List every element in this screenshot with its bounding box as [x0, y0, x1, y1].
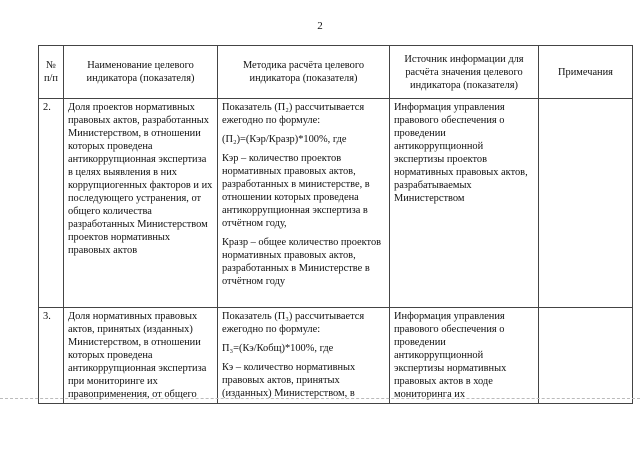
row-method: [218, 99, 390, 308]
row-indicator-name: Доля проектов нормативных правовых актов, разработанных Министерством, в отношении которых проведена антикоррупционная экспертиза в целях выявления в них коррупциогенных факторов и их последующего устранения, от общего количества разработанных Министерством проектов нормативных правовых актов: [64, 99, 218, 308]
row-note: [539, 99, 633, 308]
method-definition: Кэ – количество нормативных правовых актов, принятых (изданных) Министерством, в: [222, 362, 356, 399]
table-row: [39, 308, 633, 404]
row-method: [218, 308, 390, 404]
indicators-table: [38, 45, 633, 404]
table-header-row: [39, 46, 633, 99]
method-definition: Кэр – количество проектов нормативных правовых актов, разработанных в министерстве, в отношении которых проведена антикоррупционная экспертиза в отчётном году,: [222, 153, 370, 229]
row-indicator-name: Доля нормативных правовых актов, принятых (изданных) Министерством, в отношении которых проведена антикоррупционная экспертиза при мониторинге их правоприменения, от общего: [64, 308, 218, 404]
row-num: 3.: [39, 308, 64, 404]
row-source: Информация управления правового обеспечения о проведении антикоррупционной экспертизы нормативных правовых актов в ходе мониторинга их: [390, 308, 539, 404]
method-formula: П₃=(Кэ/Кобщ)*100%, где: [222, 343, 334, 354]
page-number: 2: [317, 20, 323, 32]
method-intro: Показатель (П₃) рассчитывается ежегодно по формуле:: [222, 311, 365, 335]
header-num: № п/п: [39, 46, 64, 99]
row-source: Информация управления правового обеспечения о проведении антикоррупционной экспертизы проектов нормативных правовых актов, разрабатываемых Министерством: [390, 99, 539, 308]
method-intro: Показатель (П₂) рассчитывается ежегодно по формуле:: [222, 102, 365, 126]
row-num: 2.: [39, 99, 64, 308]
header-name: Наименование целевого индикатора (показателя): [64, 46, 218, 99]
header-source: Источник информации для расчёта значения целевого индикатора (показателя): [390, 46, 539, 99]
row-note: [539, 308, 633, 404]
header-note: Примечания: [539, 46, 633, 99]
table-row: [39, 99, 633, 308]
method-definition: Кразр – общее количество проектов нормативных правовых актов, разработанных в Министерстве в отчётном году: [222, 237, 382, 287]
header-method: Методика расчёта целевого индикатора (показателя): [218, 46, 390, 99]
method-formula: (П₂)=(Кэр/Кразр)*100%, где: [222, 134, 347, 145]
page-cut-line: [0, 398, 640, 399]
